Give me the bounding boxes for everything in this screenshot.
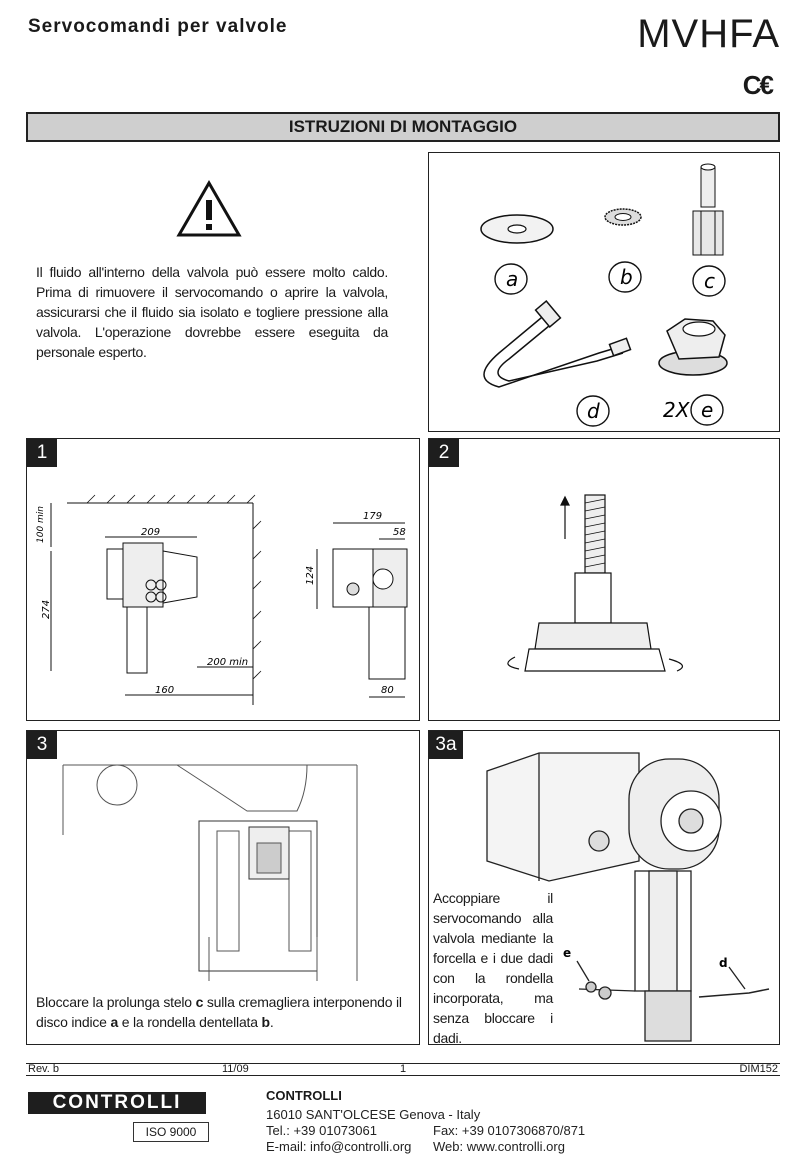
company-address: 16010 SANT'OLCESE Genova - Italy [266, 1107, 481, 1122]
company-tel: Tel.: +39 01073061 [266, 1123, 377, 1138]
section-title: ISTRUZIONI DI MONTAGGIO [26, 112, 780, 142]
panel-1-dimensions [26, 438, 420, 721]
page-number: 1 [400, 1063, 407, 1075]
panel-2-badge: 2 [429, 439, 459, 467]
parts-illustration [429, 153, 780, 432]
panel-3-caption: Bloccare la prolunga stelo c sulla cremagliera interponendo il disco indice a e la rondella dentellata b. [36, 994, 402, 1030]
ce-mark: C€ [742, 70, 772, 100]
dim-124: 124 [305, 565, 316, 585]
dimension-drawing [27, 439, 420, 721]
label-c: c [704, 269, 715, 293]
panel-1-badge: 1 [27, 439, 57, 467]
label-b: b [620, 265, 633, 289]
part-c-stem-extension [693, 164, 723, 255]
controlli-logo: CONTROLLI [28, 1092, 206, 1114]
panel-2-stem [428, 438, 780, 721]
revision: Rev. b [28, 1063, 59, 1075]
warning-triangle-icon [176, 180, 242, 238]
label-a: a [506, 267, 519, 291]
revision-date: 11/09 [222, 1063, 249, 1075]
company-name: CONTROLLI [266, 1088, 342, 1103]
dim-58: 58 [393, 527, 406, 538]
part-b-toothed-washer [605, 209, 641, 225]
caption-part-b: b [261, 1014, 270, 1030]
panel-3-badge: 3 [27, 731, 57, 759]
dim-80: 80 [381, 685, 394, 696]
company-website[interactable]: Web: www.controlli.org [433, 1139, 565, 1154]
dim-274: 274 [41, 599, 52, 619]
label-d: d [587, 399, 600, 423]
dim-100min: 100 min [36, 505, 46, 543]
dim-209: 209 [141, 527, 161, 538]
dim-179: 179 [363, 511, 383, 522]
warning-text: Il fluido all'interno della valvola può essere molto caldo. Prima di rimuovere il servocomando o aprire la valvola, assicurarsi che il fluido sia isolato e togliere pressione alla valvola. L'operazione dovrebbe essere eseguita da personale esperto. [36, 264, 388, 360]
series-title: Servocomandi per valvole [28, 16, 288, 37]
label-3a-e: e [563, 946, 572, 960]
stem-drawing [429, 439, 780, 721]
label-e: e [701, 398, 714, 422]
qty-e: 2X [663, 398, 690, 422]
panel-3a-caption: Accoppiare il servocomando alla valvola mediante la forcella e i due dadi con la rondella incorporata, ma senza bloccare i dadi. [433, 890, 553, 1046]
model-name: MVHFA [637, 12, 780, 56]
footer-meta-line [26, 1063, 780, 1076]
iso-badge: ISO 9000 [133, 1122, 209, 1142]
parts-panel [428, 152, 780, 432]
label-3a-d: d [719, 956, 728, 970]
panel-3a-badge: 3a [429, 731, 463, 759]
caption-part-a: a [110, 1014, 119, 1030]
caption-part-c: c [195, 994, 204, 1010]
dim-200min: 200 min [207, 657, 249, 668]
document-code: DIM152 [739, 1063, 778, 1075]
company-email[interactable]: E-mail: info@controlli.org [266, 1139, 412, 1154]
part-e-nut [659, 319, 727, 375]
part-a-washer [481, 215, 553, 243]
dim-160: 160 [155, 685, 175, 696]
part-d-u-bolt [484, 301, 631, 387]
company-fax: Fax: +39 0107306870/871 [433, 1123, 586, 1138]
